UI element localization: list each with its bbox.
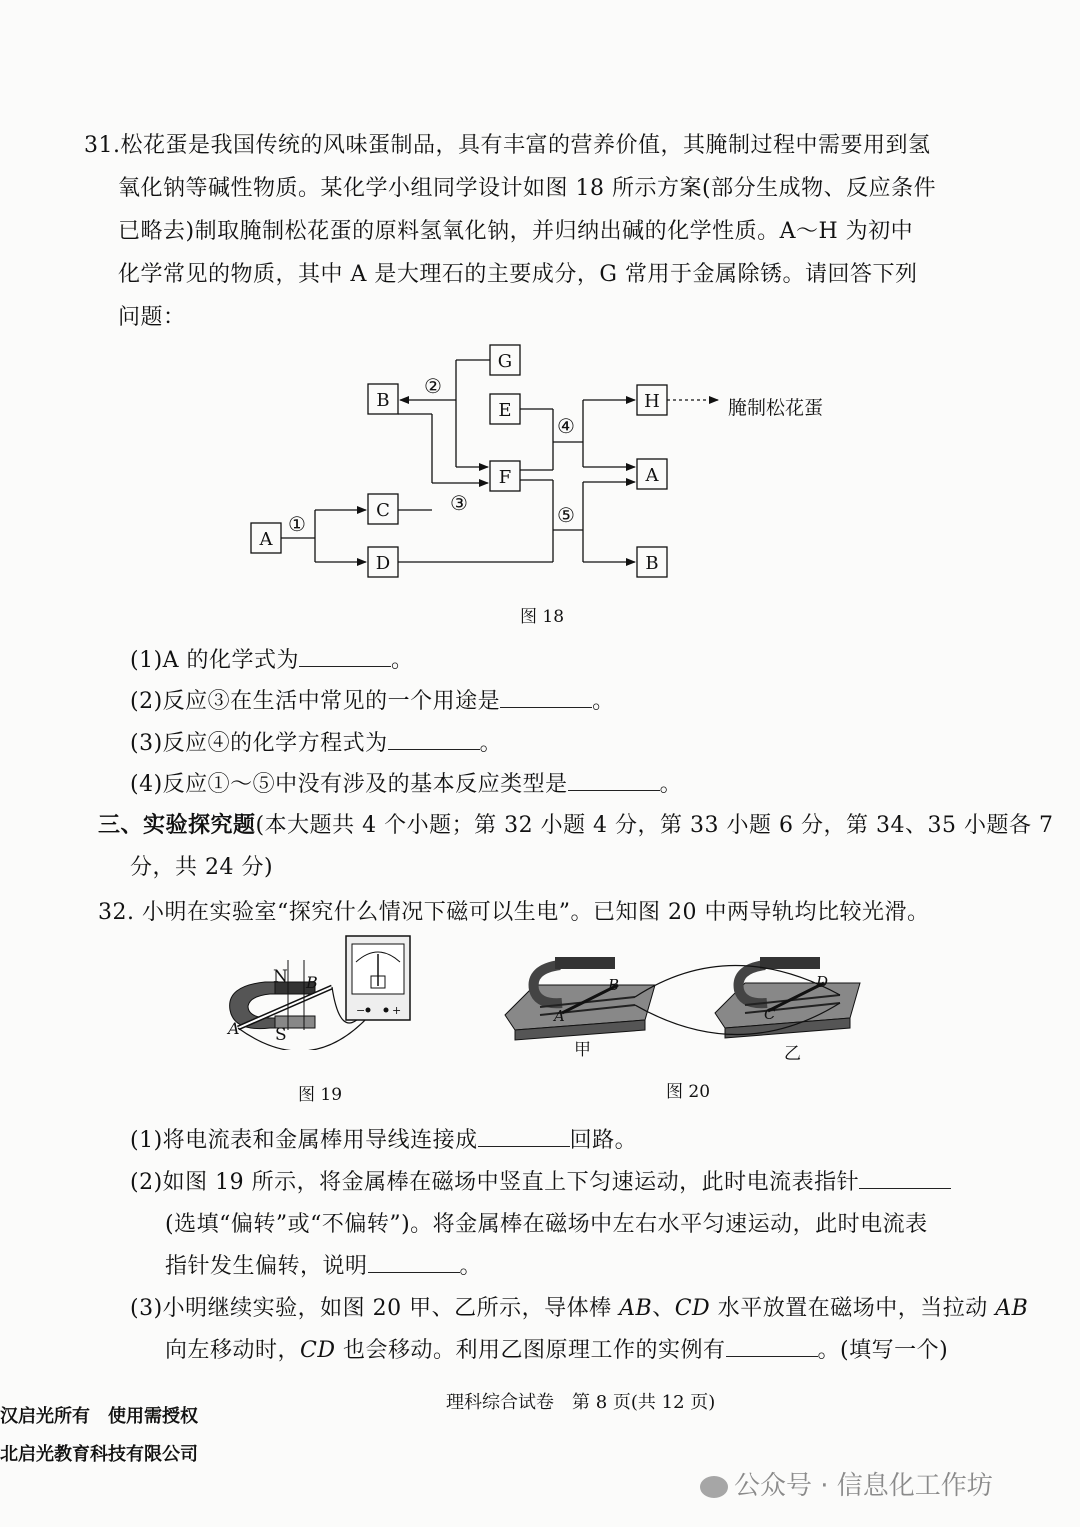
- node-H: H: [644, 391, 660, 412]
- q31-line-1: 31.松花蛋是我国传统的风味蛋制品，具有丰富的营养价值，其腌制过程中需要用到氢: [84, 133, 931, 158]
- q31-line-4: 化学常见的物质，其中 A 是大理石的主要成分，G 常用于金属除锈。请回答下列: [118, 262, 918, 287]
- figure-19-caption: 图 19: [298, 1085, 343, 1105]
- q31-sub-4: (4)反应①～⑤中没有涉及的基本反应类型是 。: [130, 772, 683, 797]
- figure-20: [500, 935, 870, 1070]
- fig19-label-A: A: [228, 1019, 240, 1038]
- answer-blank[interactable]: [388, 731, 480, 750]
- q31-sub-3: (3)反应④的化学方程式为 。: [130, 731, 503, 756]
- answer-blank[interactable]: [568, 772, 660, 791]
- fig20-label-C: C: [764, 1005, 776, 1023]
- fig20-label-A: A: [554, 1007, 565, 1025]
- q32-sub-3-line-1: (3)小明继续实验，如图 20 甲、乙所示，导体棒 AB、CD 水平放置在磁场中，当拉动 AB: [130, 1296, 1029, 1321]
- answer-blank[interactable]: [368, 1254, 460, 1273]
- q32-stem: 32. 小明在实验室“探究什么情况下磁可以生电”。已知图 20 中两导轨均比较光滑。: [98, 900, 930, 925]
- answer-blank[interactable]: [299, 648, 391, 667]
- reaction-5-label: ⑤: [557, 503, 575, 527]
- reaction-2-label: ②: [424, 374, 442, 398]
- figure-19: [220, 930, 420, 1050]
- answer-blank[interactable]: [500, 689, 592, 708]
- node-D: D: [375, 553, 391, 574]
- q31-line-2: 氧化钠等碱性物质。某化学小组同学设计如图 18 所示方案(部分生成物、反应条件: [118, 176, 937, 201]
- fig20-label-yi: 乙: [784, 1044, 801, 1064]
- q31-sub-1: (1)A 的化学式为 。: [130, 648, 414, 673]
- node-G: G: [497, 351, 513, 372]
- fig19-label-N: N: [273, 967, 288, 987]
- figure-18-caption: 图 18: [520, 607, 565, 627]
- q32-sub-1: (1)将电流表和金属棒用导线连接成 回路。: [130, 1128, 638, 1153]
- node-A-end: A: [645, 465, 659, 486]
- q31-sub-2: (2)反应③在生活中常见的一个用途是 。: [130, 689, 615, 714]
- q31-line-5: 问题：: [118, 305, 186, 330]
- fig20-label-B: B: [608, 976, 620, 994]
- reaction-1-label: ①: [288, 512, 306, 536]
- figure-20-caption: 图 20: [666, 1082, 711, 1102]
- meter-plus: +: [392, 1004, 402, 1017]
- fig20-label-D: D: [816, 973, 829, 991]
- copyright-line-2: 北启光教育科技有限公司: [0, 1444, 198, 1465]
- section-3-desc: (本大题共 4 个小题；第 32 小题 4 分，第 33 小题 6 分，第 34、35 小题各 7: [255, 813, 1054, 838]
- section-3-title: 三、实验探究题: [98, 812, 256, 838]
- reaction-4-label: ④: [557, 414, 575, 438]
- wechat-icon: [700, 1476, 728, 1498]
- node-B-top: B: [376, 390, 390, 411]
- meter-minus: −: [356, 1004, 366, 1017]
- answer-blank[interactable]: [859, 1170, 951, 1189]
- node-E: E: [498, 400, 512, 421]
- page-footer: 理科综合试卷 第 8 页(共 12 页): [446, 1392, 716, 1413]
- reaction-3-label: ③: [450, 491, 468, 515]
- h-use-label: 腌制松花蛋: [728, 397, 824, 419]
- node-F: F: [498, 467, 512, 488]
- section-3-header: [98, 808, 1053, 839]
- node-C: C: [376, 500, 390, 521]
- figure-18-diagram: [0, 0, 1080, 600]
- q32-sub-3-line-2: 向左移动时，CD 也会移动。利用乙图原理工作的实例有 。(填写一个): [165, 1338, 949, 1363]
- q32-sub-2-line-2: (选填“偏转”或“不偏转”)。将金属棒在磁场中左右水平匀速运动，此时电流表: [165, 1212, 928, 1237]
- copyright-line-1: 汉启光所有 使用需授权: [0, 1406, 198, 1427]
- section-3-desc-2: 分，共 24 分): [130, 855, 274, 880]
- answer-blank[interactable]: [478, 1128, 570, 1147]
- q32-sub-2-line-3: 指针发生偏转，说明 。: [165, 1254, 483, 1279]
- fig20-label-jia: 甲: [574, 1040, 591, 1060]
- answer-blank[interactable]: [726, 1338, 818, 1357]
- q32-sub-2-line-1: (2)如图 19 所示，将金属棒在磁场中竖直上下匀速运动，此时电流表指针: [130, 1165, 951, 1196]
- fig19-label-S: S: [275, 1025, 287, 1045]
- fig19-label-B: B: [306, 973, 318, 992]
- node-B-end: B: [645, 553, 659, 574]
- node-A-start: A: [259, 529, 273, 550]
- watermark: 公众号 · 信息化工作坊: [700, 1465, 993, 1502]
- q31-line-3: 已略去)制取腌制松花蛋的原料氢氧化钠，并归纳出碱的化学性质。A～H 为初中: [118, 219, 914, 244]
